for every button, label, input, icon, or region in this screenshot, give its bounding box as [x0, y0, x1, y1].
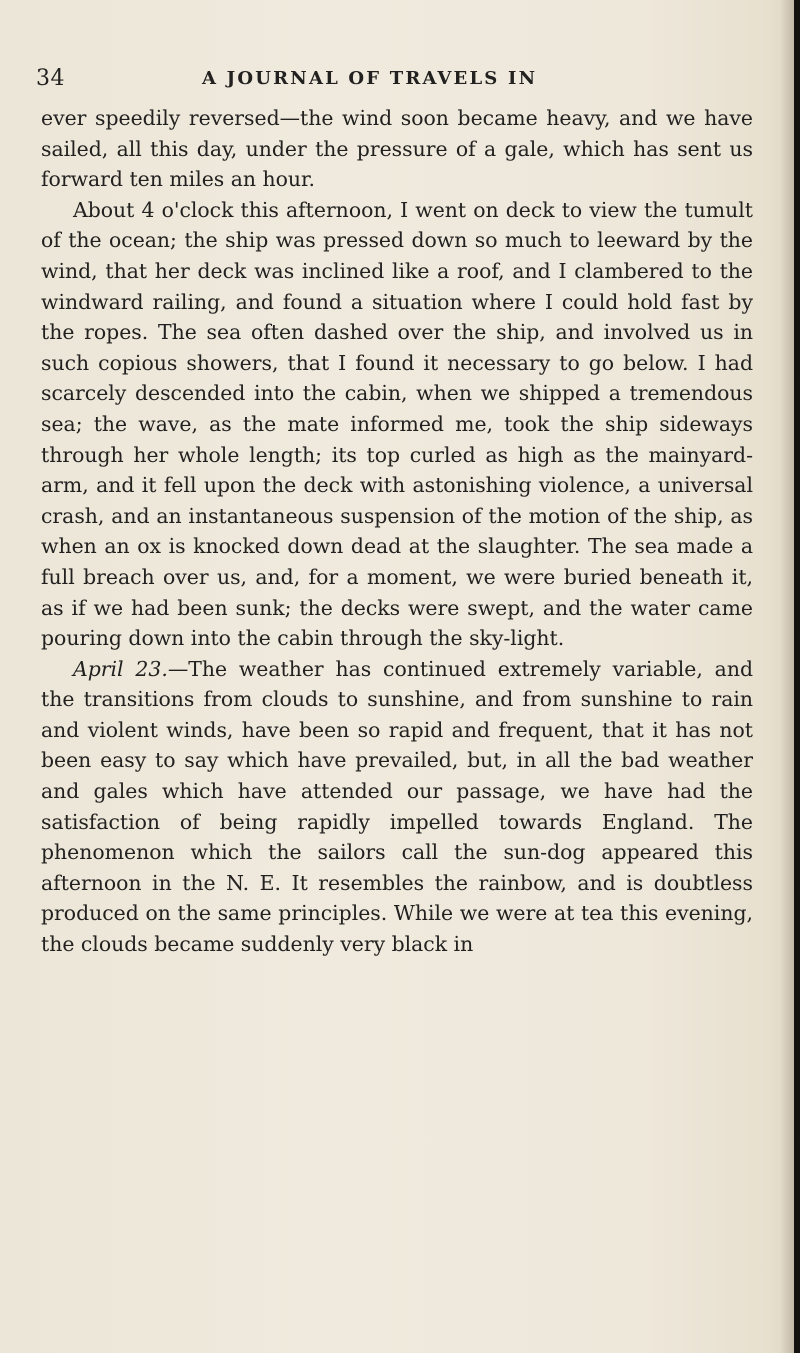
running-header	[36, 66, 736, 96]
paragraph-continued: ever speedily reversed—the wind soon became heavy, and we have sailed, all this day, under the pressure of a gale, which has sent us forward ten miles an hour.	[41, 106, 753, 192]
binding-shadow	[780, 0, 794, 1353]
entry-text: —The weather has continued extremely variable, and the transitions from clouds to sunshine, and from sunshine to rain and violent winds, have been so rapid and frequent, that it has not been easy to say which have prevailed, but, in all the bad weather and gales which have attended our passage, we have had the satisfaction of being rapidly impelled towards England. The phenomenon which the sailors call the sun-dog appeared this afternoon in the N. E. It resembles the rainbow, and is doubtless produced on the same principles. While we were at tea this evening, the clouds became suddenly very black in	[41, 656, 754, 957]
body-text	[41, 103, 753, 960]
paragraph-deck-storm: About 4 o'clock this afternoon, I went on deck to view the tumult of the ocean; the ship was pressed down so much to leeward by the wind, that her deck was inclined like a roof, and I clambered to the windward railing, and found a situation where I could hold fast by the ropes. The sea often dashed over the ship, and involved us in such copious showers, that I found it necessary to go below. I had scarcely descended into the cabin, when we shipped a tremendous sea; the wave, as the mate informed me, took the ship sideways through her whole length; its top curled as high as the mainyard-arm, and it fell upon the deck with astonishing violence, a universal crash, and an instantaneous suspension of the motion of the ship, as when an ox is knocked down dead at the slaughter. The sea made a full breach over us, and, for a moment, we were buried beneath it, as if we had been sunk; the decks were swept, and the water came pouring down into the cabin through the sky-light.	[41, 197, 753, 651]
paragraph-april-23	[41, 654, 753, 960]
page-number: 34	[36, 66, 65, 91]
entry-date: April 23.	[73, 656, 168, 681]
page-edge	[794, 0, 800, 1353]
running-title: A JOURNAL OF TRAVELS IN	[202, 68, 538, 89]
